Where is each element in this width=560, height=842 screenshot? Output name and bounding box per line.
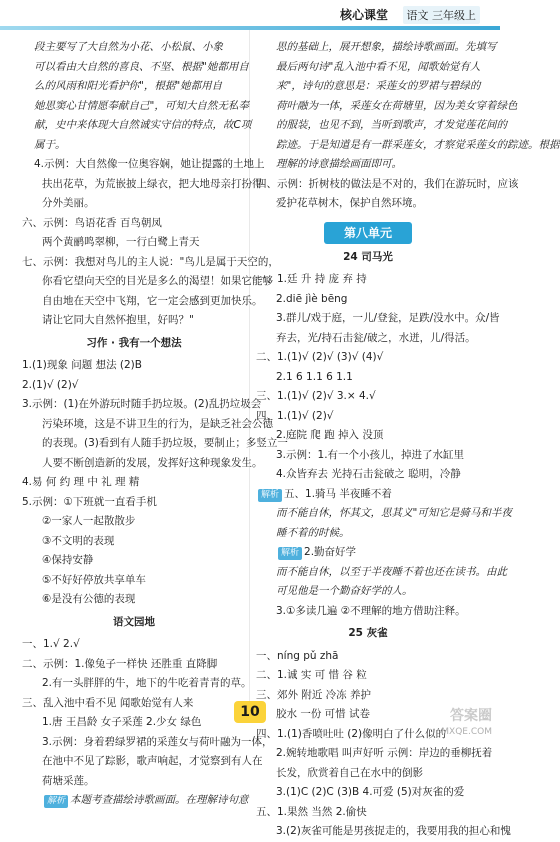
answer-text: 扶出花草，为荒嵌披上绿衣，把大地母亲打扮得 (42, 177, 263, 190)
answer-line (22, 58, 249, 78)
analysis-tag: 解析 (44, 795, 68, 808)
answer-line (256, 744, 493, 764)
section-title (22, 613, 246, 633)
answer-line (256, 822, 511, 842)
answer-text: 3.群儿/戏于庭，一儿/登瓮，足跌/没水中。众/皆 (276, 312, 500, 324)
answer-text: 习作 · 我有一个想法 (86, 336, 182, 349)
right-column (256, 38, 560, 842)
answer-text: 踪迹。于是知道是有一群采莲女，才察觉采莲女的踪迹。根据 (276, 138, 560, 151)
answer-line (256, 582, 480, 602)
answer-line (22, 253, 279, 273)
answer-text: 2.diē jìè bēng (276, 292, 348, 305)
unit-banner (324, 222, 412, 244)
answer-text: 睡不着的时候。 (276, 526, 350, 539)
answer-text: 1.(1)现象 问题 想法 (2)B (22, 359, 142, 371)
answer-text: 三、郊外 附近 冷冻 养护 (256, 688, 372, 701)
answer-line (256, 465, 480, 485)
answer-text: 自由地在天空中飞翔，它一定会感到更加快乐。 (42, 294, 263, 307)
answer-line (22, 571, 246, 591)
answer-line (22, 791, 249, 811)
answer-line (22, 214, 246, 234)
answer-text: 来"，诗句的意思是：采莲女的罗裙与碧绿的 (276, 80, 481, 92)
answer-text: 2.勤奋好学 (304, 546, 357, 558)
answer-text: 三、1.(1)√ (2)√ 3.× 4.√ (256, 390, 376, 402)
answer-text: 属于。 (34, 138, 66, 151)
answer-line (22, 473, 246, 493)
answer-text: 可见他是一个勤奋好学的人。 (276, 585, 413, 597)
answer-text: 最后两句诗"乱入池中看不见，闻歌始觉有人 (276, 60, 481, 73)
answer-text: 语文园地 (113, 615, 155, 628)
answer-text: ④保持安静 (42, 554, 94, 566)
answer-line (22, 694, 246, 714)
answer-text: 在池中不见了踪影，歌声响起，才觉察到有人在 (42, 755, 263, 767)
subject-grade: 语文 三年级上 (403, 6, 481, 24)
answer-text: 4.易 何 约 理 中 礼 理 精 (22, 476, 140, 488)
answer-text: 3.①多读几遍 ②不理解的地方借助注释。 (276, 604, 466, 617)
answer-line (22, 116, 252, 136)
answer-line (22, 155, 265, 175)
answer-text: 六、示例：鸟语花香 百鸟朝凤 (22, 216, 162, 229)
answer-text: 四、1.(1)香喷吐吐 (2)像明白了什么似的 (256, 727, 447, 740)
answer-line (256, 97, 518, 117)
answer-text: 思的基础上，展开想象，描绘诗歌画面。先填写 (276, 41, 497, 53)
answer-line (256, 387, 480, 407)
answer-line (22, 532, 246, 552)
answer-text: 3.(1)C (2)C (3)B 4.可爱 (5)对灰雀的爱 (276, 786, 465, 798)
answer-line (256, 686, 480, 706)
answer-line (256, 803, 480, 823)
answer-text: 而不能自休，怀其文，思其义"可知它是骑马和半夜 (276, 507, 512, 519)
answer-text: 七、示例：我想对鸟儿的主人说："鸟儿是属于天空的， (22, 255, 279, 268)
answer-text: 爱护花草树木，保护自然环境。 (276, 197, 423, 209)
answer-text: 25 灰雀 (348, 627, 388, 639)
answer-line (256, 524, 480, 544)
answer-line (256, 348, 480, 368)
answer-text: 3.示例：1.有一个小孩儿，掉进了水缸里 (276, 448, 465, 461)
answer-text: 一、1.√ 2.√ (22, 638, 80, 650)
answer-text: 二、1.(1)√ (2)√ (3)√ (4)√ (256, 351, 384, 363)
watermark-logo: 答案圈 (450, 708, 492, 724)
answer-line (22, 97, 249, 117)
answer-line (256, 270, 480, 290)
answer-line (256, 764, 480, 784)
header-rule (0, 26, 500, 30)
answer-line (256, 309, 500, 329)
answer-line (22, 136, 246, 156)
answer-line (22, 635, 246, 655)
answer-line (22, 713, 246, 733)
answer-line (22, 590, 246, 610)
answer-line (22, 311, 246, 331)
answer-text: 二、1.诚 实 可 惜 谷 粒 (256, 669, 367, 681)
answer-text: 而不能自休，以至于半夜睡不着也还在读书。由此 (276, 565, 507, 578)
answer-text: 两个黄鹂鸣翠柳，一行白鹭上青天 (42, 236, 200, 248)
answer-text: 2.有一头胖胖的牛，地下的牛吃着青青的草。 (42, 677, 252, 689)
watermark-url: MXQE.COM (441, 727, 492, 737)
section-title (256, 248, 480, 268)
answer-text: 2.庭院 爬 跑 掉入 没顶 (276, 429, 384, 441)
answer-text: 五、1.骑马 半夜睡不着 (284, 487, 392, 500)
answer-line (256, 58, 480, 78)
answer-text: 理解的诗意描绘画面即可。 (276, 158, 402, 170)
answer-line (22, 674, 252, 694)
answer-line (256, 116, 507, 136)
answer-line (256, 155, 480, 175)
answer-line (256, 175, 519, 195)
answer-line (22, 434, 288, 454)
answer-text: 3.(2)灰雀可能是男孩捉走的，我要用我的担心和愧 (276, 825, 511, 837)
answer-line (256, 602, 480, 622)
answer-text: 4.示例：大自然像一位奥容娴，她让提露的土地上 (34, 158, 265, 170)
answer-line (256, 666, 480, 686)
answer-line (22, 551, 246, 571)
answer-line (22, 292, 263, 312)
answer-text: 献，史中来体现大自然诚实守信的特点，故C项 (34, 119, 252, 131)
answer-line (256, 783, 480, 803)
answer-line (22, 77, 246, 97)
page-header (0, 0, 500, 40)
answer-line (256, 446, 480, 466)
answer-text: 的服装，也见不到，当听到歌声，才发觉莲花间的 (276, 119, 507, 131)
answer-text: 本题考查描绘诗歌画面。在理解诗句意 (70, 794, 249, 806)
answer-text: 么的风雨和阳光看护你"，根据"她都用自 (34, 80, 223, 92)
answer-text: 四、示例：折树枝的做法是不对的，我们在游玩时，应该 (256, 177, 519, 190)
brand-title: 核心课堂 (339, 8, 388, 22)
answer-text: 四、1.(1)√ (2)√ (256, 409, 334, 422)
answer-line (256, 38, 497, 58)
answer-line (22, 356, 246, 376)
answer-line (22, 395, 262, 415)
answer-text: 二、示例：1.像兔子一样快 还胜重 直降脚 (22, 657, 218, 670)
answer-line (256, 563, 507, 583)
answer-line (22, 493, 246, 513)
answer-text: 2.(1)√ (2)√ (22, 378, 79, 391)
answer-line (22, 454, 263, 474)
section-title (22, 334, 246, 354)
answer-line (22, 655, 246, 675)
answer-line (22, 752, 263, 772)
answer-line (22, 38, 246, 58)
answer-line (22, 233, 246, 253)
answer-text: 3.示例：身着碧绿罗裙的采莲女与荷叶融为一体， (42, 735, 273, 748)
answer-text: 三、乱入池中看不见 闻歌始觉有人来 (22, 696, 194, 709)
answer-text: 弃去，光/持石击瓮/破之，水迸，儿/得活。 (276, 331, 476, 344)
answer-text: 荷叶融为一体，采莲女在荷塘里，因为美女穿着绿色 (276, 99, 518, 112)
answer-line (256, 77, 480, 97)
answer-text: 一、1.廷 升 持 庞 弃 持 (256, 273, 367, 285)
answer-text: ②一家人一起散散步 (42, 515, 136, 527)
answer-text: 5.示例：①下班就一直看手机 (22, 495, 157, 508)
answer-line (256, 543, 480, 563)
answer-line (256, 647, 480, 667)
answer-line (22, 272, 273, 292)
answer-text: 五、1.果然 当然 2.偷快 (256, 805, 367, 818)
answer-line (22, 376, 246, 396)
analysis-tag: 解析 (278, 547, 302, 560)
answer-text: 第八单元 (343, 225, 392, 240)
page-number: 10 (234, 701, 266, 723)
answer-text: 段主要写了大自然为小花、小松鼠、小象 (34, 41, 223, 53)
answer-text: 可以看由大自然的喜良、不坚、根据"她都用自 (34, 60, 249, 73)
answer-line (256, 194, 480, 214)
answer-text: 污染环境，这是不讲卫生的行为，是缺乏社会公德 (42, 417, 273, 430)
answer-text: 胶水 一份 可惜 试卷 (276, 708, 371, 720)
answer-line (22, 415, 273, 435)
answer-text: 24 司马光 (343, 250, 393, 263)
answer-text: 一、níng pǔ zhā (256, 649, 339, 662)
answer-text: 的表现。(3)看到有人随手扔垃圾，要制止；多竖立一 (42, 437, 288, 449)
answer-line (256, 705, 480, 725)
answer-text: 2.1 6 1.1 6 1.1 (276, 370, 353, 383)
answer-text: 2.婉转地歌唱 叫声好听 示例：岸边的垂柳抚着 (276, 747, 493, 759)
answer-text: ⑥是没有公德的表现 (42, 593, 136, 605)
answer-text: 她思窦心甘情愿奉献自己"，可知大自然无私奉 (34, 99, 249, 112)
answer-line (256, 426, 480, 446)
answer-text: ⑤不好好停放共享单车 (42, 573, 146, 586)
answer-line (256, 329, 480, 349)
answer-text: 人要不断创造新的发展，发挥好这种现象发生。 (42, 456, 263, 469)
answer-line (256, 407, 480, 427)
answer-text: 长发，欣赏着自己在水中的倒影 (276, 766, 423, 779)
answer-text: ③不文明的表现 (42, 534, 115, 547)
answer-text: 4.众皆弃去 光持石击瓮破之 聪明，冷静 (276, 468, 461, 480)
answer-line (256, 485, 480, 505)
answer-text: 1.唐 王昌龄 女子采莲 2.少女 绿色 (42, 716, 202, 728)
answer-line (22, 512, 246, 532)
answer-line (22, 175, 263, 195)
answer-line (256, 136, 560, 156)
answer-text: 荷塘采莲。 (42, 774, 95, 787)
section-title (256, 624, 480, 644)
answer-text: 你看它望向天空的目光是多么的渴望！如果它能够 (42, 275, 273, 287)
answer-text: 请让它同大自然怀抱里，好吗？" (42, 314, 194, 326)
analysis-tag: 解析 (258, 489, 282, 502)
answer-line (22, 733, 273, 753)
answer-line (22, 194, 246, 214)
answer-line (256, 290, 480, 310)
answer-text: 分外美丽。 (42, 197, 95, 209)
answer-line (22, 772, 246, 792)
answer-line (256, 368, 480, 388)
answer-line (256, 504, 512, 524)
answer-text: 3.示例：(1)在外游玩时随手扔垃圾。(2)乱扔垃圾会 (22, 398, 262, 410)
